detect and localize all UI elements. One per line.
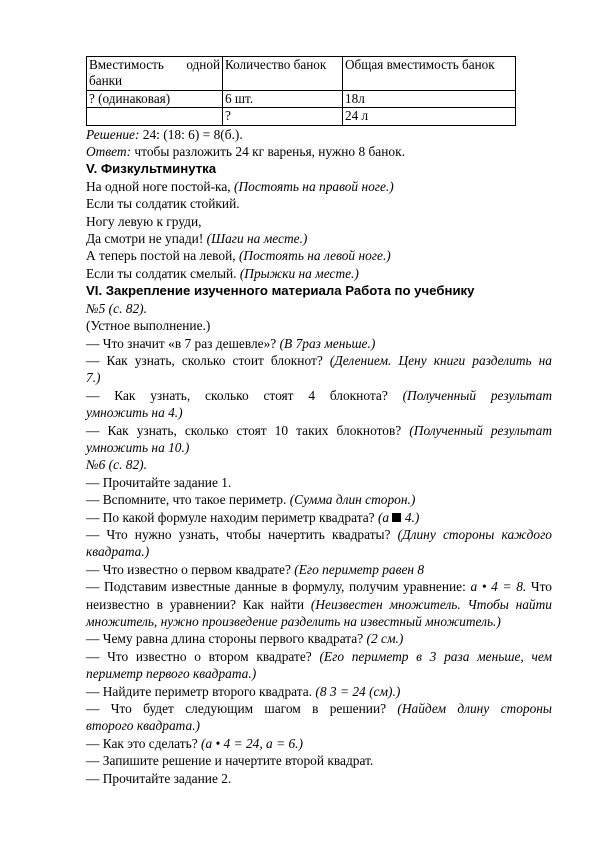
question-text: — Как это сделать? — [86, 735, 201, 751]
question-text: неизвестно в уравнении? Как найти — [86, 596, 311, 612]
question-text: — Что известно о первом квадрате? — [86, 561, 295, 577]
question-line — [86, 387, 552, 404]
question-line — [86, 630, 552, 647]
section-heading: V. Физкультминутка — [86, 161, 217, 177]
question-line: — Запишите решение и начертите второй квадрат. — [86, 753, 374, 769]
question-line — [86, 352, 552, 369]
question-line — [86, 491, 552, 508]
poem-line — [86, 265, 552, 282]
table-header-row — [87, 57, 516, 91]
table-cell: ? (одинаковая) — [87, 90, 223, 107]
question-line — [86, 526, 552, 543]
table-cell: 24 л — [343, 108, 516, 125]
poem-line — [86, 213, 552, 230]
question-text: — Вспомните, что такое периметр. — [86, 492, 290, 508]
question-answer: (2 см.) — [366, 631, 404, 647]
question-answer: (8 3 = 24 (см).) — [315, 683, 401, 699]
question-text: — Как узнать, сколько стоят 10 таких блокнотов? — [86, 422, 410, 438]
question-line — [86, 422, 552, 439]
question-line — [86, 578, 552, 595]
solution-label: Решение: — [86, 126, 140, 142]
question-answer-cont: умножить на 4.) — [86, 405, 183, 421]
poem-text: Ногу левую к груди, — [86, 213, 202, 229]
poem-line — [86, 195, 552, 212]
poem-note: (Шаги на месте.) — [206, 231, 308, 247]
question-text: — Что значит «в 7 раз дешевле»? — [86, 335, 280, 351]
question-answer-cont: периметр первого квадрата.) — [86, 666, 257, 682]
answer-label: Ответ: — [86, 144, 132, 160]
question-text: — Чему равна длина стороны первого квадрата? — [86, 631, 367, 647]
question-answer: (Полученный результат — [402, 387, 552, 403]
question-answer-cont: второго квадрата.) — [86, 718, 201, 734]
question-text: — Что нужно узнать, чтобы начертить квадраты? — [86, 526, 398, 542]
poem-note: (Постоять на левой ноге.) — [238, 248, 391, 264]
task-ref: №6 (с. 82). — [86, 457, 147, 473]
question-answer-cont: умножить на 10.) — [86, 439, 190, 455]
task-mode: (Устное выполнение.) — [86, 318, 211, 334]
answer-line — [86, 143, 552, 160]
question-answer: 4.) — [401, 509, 420, 525]
question-answer: (Длину стороны каждого — [397, 526, 552, 542]
question-text: — Как узнать, сколько стоят 4 блокнота? — [86, 387, 403, 403]
table-cell — [87, 108, 223, 125]
section-heading: VI. Закрепление изученного материала Работа по учебнику — [86, 283, 475, 299]
question-line-cont — [86, 596, 552, 613]
question-text: — Подставим известные данные в формулу, получим уравнение: — [86, 579, 471, 595]
table-cell: 18л — [343, 90, 516, 107]
question-line — [86, 648, 552, 665]
question-answer: (Его периметр равен 8 — [294, 561, 425, 577]
table-header-cell: Общая вместимость банок — [343, 57, 516, 91]
document-page — [86, 56, 552, 787]
question-answer: (Сумма длин сторон.) — [289, 492, 416, 508]
poem-text: Если ты солдатик смелый. — [86, 265, 240, 281]
table-header-cell: Количество банок — [223, 57, 343, 91]
question-line: — Прочитайте задание 2. — [86, 770, 232, 786]
question-answer-cont: 7.) — [86, 370, 101, 386]
question-answer: (Найдем длину стороны — [397, 701, 552, 717]
poem-line — [86, 247, 552, 264]
header-text: Вместимость одной — [89, 57, 220, 72]
question-line — [86, 735, 552, 752]
poem-text: А теперь постой на левой, — [86, 248, 239, 264]
poem-line — [86, 230, 552, 247]
question-answer: (а • 4 = 24, а = 6.) — [200, 735, 303, 751]
question-answer: (Делением. Цену книги разделить на — [329, 352, 552, 368]
question-line — [86, 509, 552, 526]
question-answer: (В 7раз меньше.) — [279, 335, 376, 351]
poem-line — [86, 178, 552, 195]
answer-text: чтобы разложить 24 кг варенья, нужно 8 банок. — [131, 144, 405, 160]
task-ref: №5 (с. 82). — [86, 300, 147, 316]
question-text: — Что будет следующим шагом в решении? — [86, 701, 398, 717]
question-text: — По какой формуле находим периметр квадрата? — [86, 509, 378, 525]
question-answer: (Его периметр в 3 раза меньше, чем — [319, 648, 552, 664]
solution-line — [86, 126, 552, 143]
poem-text: Да смотри не упади! — [86, 231, 207, 247]
question-line — [86, 683, 552, 700]
question-line — [86, 561, 552, 578]
table-row — [87, 90, 516, 107]
question-answer-cont: множитель, нужно произведение разделить на известный множитель.) — [86, 614, 501, 629]
poem-text: На одной ноге постой-ка, — [86, 178, 235, 194]
question-answer: (Полученный результат — [409, 422, 552, 438]
question-answer-cont: квадрата.) — [86, 544, 150, 560]
poem-note: (Прыжки на месте.) — [239, 265, 359, 281]
question-answer: (Неизвестен множитель. Чтобы найти — [310, 596, 552, 612]
table-cell: ? — [223, 108, 343, 125]
table-cell: 6 шт. — [223, 90, 343, 107]
poem-text: Если ты солдатик стойкий. — [86, 196, 240, 212]
question-answer: (а — [377, 509, 393, 525]
question-text: — Что известно о втором квадрате? — [86, 648, 320, 664]
data-table — [86, 56, 516, 126]
equation: а • 4 = 8. — [470, 579, 527, 595]
question-line — [86, 335, 552, 352]
header-text: банки — [89, 73, 123, 89]
question-line: — Прочитайте задание 1. — [86, 474, 232, 490]
solution-text: 24: (18: 6) = 8(б.). — [139, 126, 243, 142]
question-text: — Найдите периметр второго квадрата. — [86, 683, 316, 699]
poem-note: (Постоять на правой ноге.) — [234, 178, 394, 194]
question-line — [86, 700, 552, 717]
question-text: Что — [526, 579, 552, 595]
table-header-cell — [87, 57, 223, 91]
table-row — [87, 108, 516, 125]
question-text: — Как узнать, сколько стоит блокнот? — [86, 352, 330, 368]
